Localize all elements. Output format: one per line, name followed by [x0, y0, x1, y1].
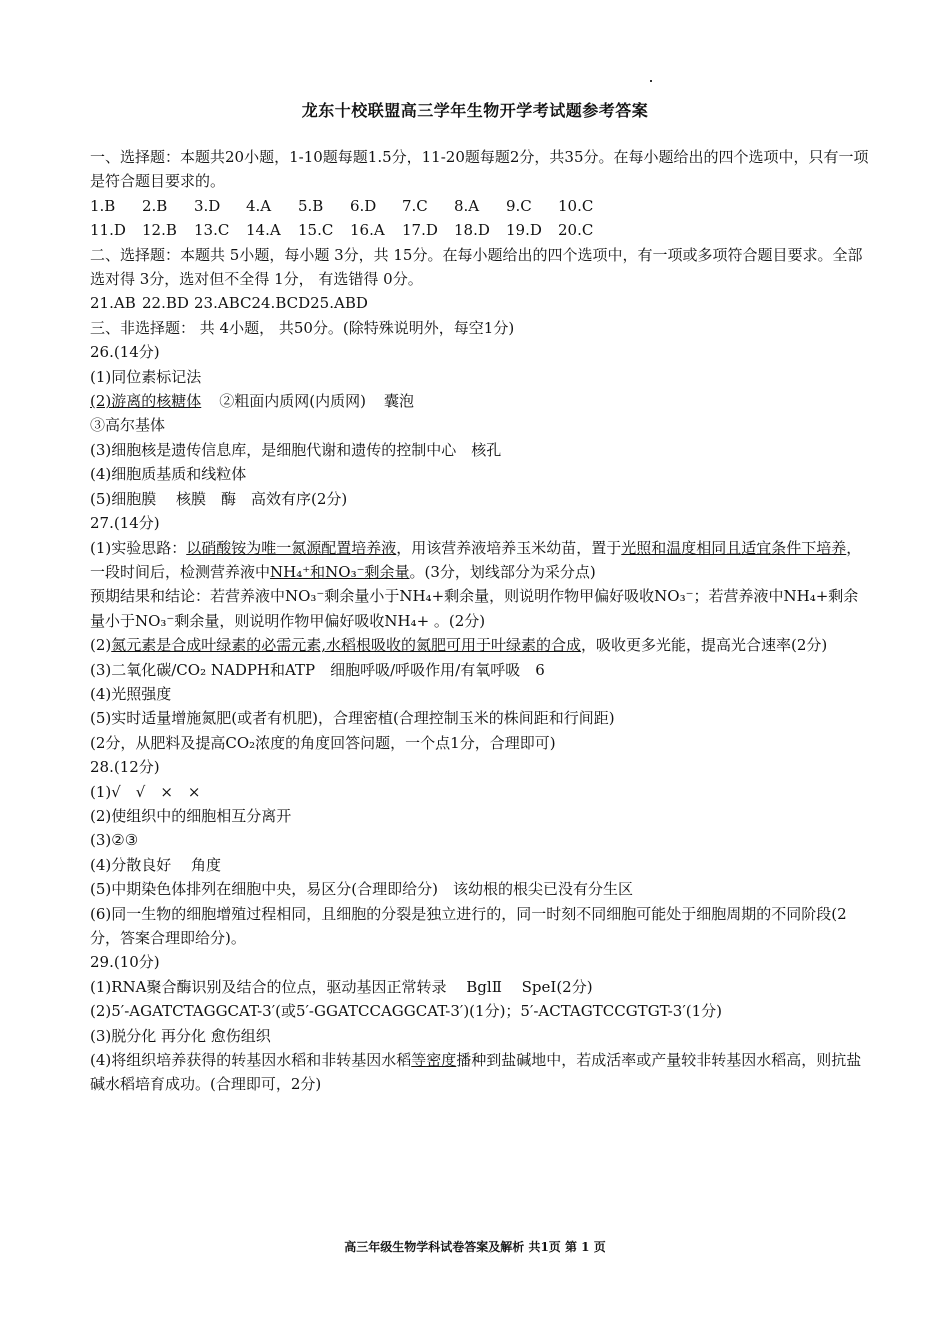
q27-head: 27.(14分): [90, 514, 160, 533]
q27-paragraph: 预期结果和结论：若营养液中NO₃⁻剩余量小于NH₄+剩余量，则说明作物甲偏好吸收NO₃⁻；若营养液中NH₄+剩余量小于NO₃⁻剩余量，则说明作物甲偏好吸收NH₄+ 。(2分): [90, 587, 859, 630]
page-title: 龙东十校联盟高三学年生物开学考试题参考答案: [301, 101, 649, 120]
section1-heading: 一、选择题：本题共20小题，1-10题每题1.5分，11-20题每题2分，共35分。在每小题给出的四个选项中，只有一项是符合题目要求的。: [90, 148, 869, 191]
q29-line: (3)脱分化 再分化 愈伤组织: [90, 1026, 271, 1045]
section3-heading: 三、非选择题： 共 4小题， 共50分。(除特殊说明外，每空1分): [90, 318, 515, 337]
q28-line: (2)使组织中的细胞相互分离开: [90, 806, 292, 825]
q29-line: (1)RNA聚合酶识别及结合的位点，驱动基因正常转录 BglⅡ SpeⅠ(2分): [90, 977, 593, 996]
q28-line: (4)分散良好 角度: [90, 855, 222, 874]
q26-line: ③高尔基体: [90, 416, 166, 435]
page-footer: 高三年级生物学科试卷答案及解析 共1页 第 1 页: [344, 1240, 606, 1254]
answer-row-2: 11.D 12.B 13.C 14.A 15.C 16.A 17.D 18.D 19.D 20.C: [90, 221, 594, 240]
q27-line: (5)实时适量增施氮肥(或者有机肥)，合理密植(合理控制玉米的株间距和行间距): [90, 709, 615, 728]
q26-line: (5)细胞膜 核膜 酶 高效有序(2分): [90, 489, 348, 508]
q26-line: (2)游离的核糖体 ②粗面内质网(内质网) 囊泡: [90, 392, 414, 411]
q27-paragraph: (2)氮元素是合成叶绿素的必需元素,水稻根吸收的氮肥可用于叶绿素的合成，吸收更多光能，提高光合速率(2分): [90, 636, 828, 655]
q26-line: (1)同位素标记法: [90, 367, 202, 386]
q27-line: (2分，从肥料及提高CO₂浓度的角度回答问题，一个点1分，合理即可): [90, 733, 556, 752]
q28-line: (3)②③: [90, 831, 139, 850]
q26-line: (4)细胞质基质和线粒体: [90, 465, 247, 484]
q29-line: (2)5′-AGATCTAGGCAT-3′(或5′-GGATCCAGGCAT-3′)(1分)；5′-ACTAGTCCGTGT-3′(1分): [90, 1002, 723, 1021]
answer-body: [90, 145, 870, 1097]
answer-row-3: 21.AB 22.BD 23.ABC24.BCD25.ABD: [90, 294, 368, 313]
scan-dot: [650, 80, 652, 82]
section2-heading: 二、选择题：本题共 5小题，每小题 3分，共 15分。在每小题给出的四个选项中，有一项或多项符合题目要求。全部选对得 3分，选对但不全得 1分， 有选错得 0分。: [90, 245, 863, 289]
q26-line: (3)细胞核是遗传信息库，是细胞代谢和遗传的控制中心 核孔: [90, 440, 502, 459]
q28-line: (5)中期染色体排列在细胞中央，易区分(合理即给分) 该幼根的根尖已没有分生区: [90, 880, 633, 899]
q26-head: 26.(14分): [90, 343, 160, 362]
answer-row-1: 1.B 2.B 3.D 4.A 5.B 6.D 7.C 8.A 9.C 10.C: [90, 196, 594, 215]
q27-paragraph: (1)实验思路：以硝酸铵为唯一氮源配置培养液，用该营养液培养玉米幼苗，置于光照和温度相同且适宜条件下培养，一段时间后，检测营养液中NH₄⁺和NO₃⁻剩余量。(3分，划线部分为采分点): [90, 538, 862, 581]
q28-line: (1)√ √ × ×: [90, 782, 201, 801]
q27-line: (3)二氧化碳/CO₂ NADPH和ATP 细胞呼吸/呼吸作用/有氧呼吸 6: [90, 660, 545, 679]
q28-paragraph: (6)同一生物的细胞增殖过程相同，且细胞的分裂是独立进行的，同一时刻不同细胞可能处于细胞周期的不同阶段(2分，答案合理即给分)。: [90, 904, 847, 947]
q29-paragraph: (4)将组织培养获得的转基因水稻和非转基因水稻等密度播种到盐碱地中，若成活率或产量较非转基因水稻高，则抗盐碱水稻培育成功。(合理即可，2分): [90, 1051, 862, 1094]
q28-head: 28.(12分): [90, 758, 160, 777]
q29-head: 29.(10分): [90, 953, 160, 972]
q27-line: (4)光照强度: [90, 684, 172, 703]
